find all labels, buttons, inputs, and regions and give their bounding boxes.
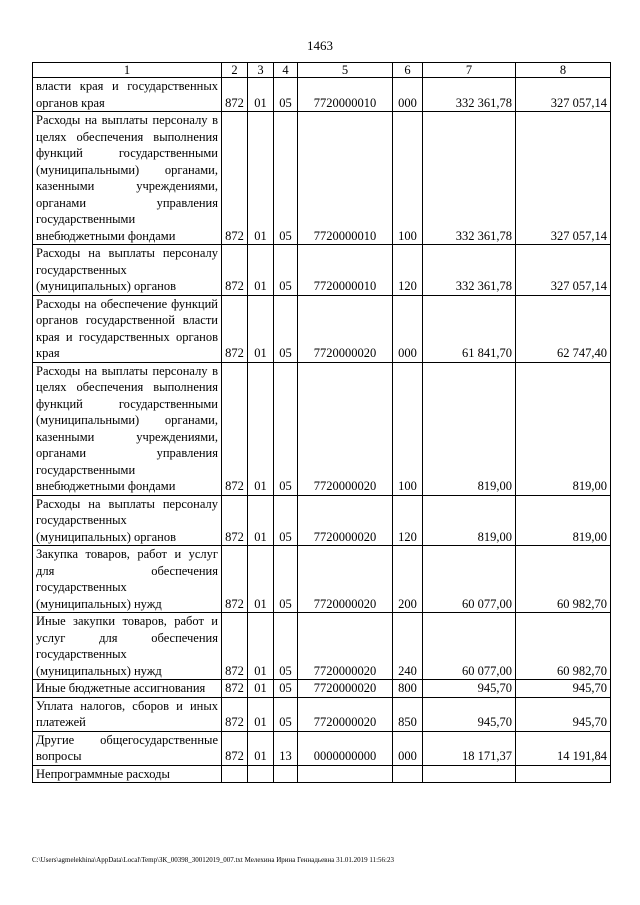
ministry-code: 872 <box>222 731 248 765</box>
row-description: Расходы на выплаты персоналу в целях обеспечения выполнения функций государственными (муниципальными) органами, казенными учреждениями, органами управления государственными внебюджетными фондами <box>33 112 222 245</box>
section-code: 01 <box>248 613 274 680</box>
expense-type-code: 000 <box>393 78 423 112</box>
row-description: Расходы на выплаты персоналу государственных (муниципальных) органов <box>33 245 222 296</box>
expense-type-code: 100 <box>393 362 423 495</box>
table-row <box>33 546 611 613</box>
target-article-code: 7720000020 <box>298 362 393 495</box>
row-description: Непрограммные расходы <box>33 765 222 783</box>
subsection-code: 05 <box>274 245 298 296</box>
subsection-code: 05 <box>274 112 298 245</box>
section-code: 01 <box>248 245 274 296</box>
row-description: Расходы на выплаты персоналу в целях обеспечения выполнения функций государственными (муниципальными) органами, казенными учреждениями, органами управления государственными внебюджетными фондами <box>33 362 222 495</box>
subsection-code: 05 <box>274 546 298 613</box>
amount-year-2: 327 057,14 <box>516 78 611 112</box>
amount-year-2: 945,70 <box>516 697 611 731</box>
section-code: 01 <box>248 112 274 245</box>
column-header: 2 <box>222 63 248 78</box>
amount-year-1: 332 361,78 <box>423 78 516 112</box>
ministry-code: 872 <box>222 245 248 296</box>
table-row <box>33 731 611 765</box>
subsection-code: 13 <box>274 731 298 765</box>
expense-type-code: 800 <box>393 680 423 698</box>
subsection-code: 05 <box>274 78 298 112</box>
expense-type-code: 120 <box>393 495 423 546</box>
expense-type-code: 240 <box>393 613 423 680</box>
table-row <box>33 362 611 495</box>
amount-year-1: 945,70 <box>423 697 516 731</box>
expense-type-code: 000 <box>393 295 423 362</box>
target-article-code: 0000000000 <box>298 731 393 765</box>
section-code <box>248 765 274 783</box>
target-article-code: 7720000010 <box>298 78 393 112</box>
expense-type-code: 000 <box>393 731 423 765</box>
row-description: Закупка товаров, работ и услуг для обеспечения государственных (муниципальных) нужд <box>33 546 222 613</box>
subsection-code: 05 <box>274 362 298 495</box>
amount-year-1: 332 361,78 <box>423 112 516 245</box>
expense-type-code: 200 <box>393 546 423 613</box>
column-header: 3 <box>248 63 274 78</box>
table-row <box>33 613 611 680</box>
table-row <box>33 245 611 296</box>
section-code: 01 <box>248 495 274 546</box>
table-row <box>33 765 611 783</box>
table-row <box>33 495 611 546</box>
amount-year-2: 60 982,70 <box>516 546 611 613</box>
expense-type-code <box>393 765 423 783</box>
target-article-code: 7720000010 <box>298 112 393 245</box>
amount-year-1: 60 077,00 <box>423 546 516 613</box>
table-row <box>33 78 611 112</box>
target-article-code: 7720000020 <box>298 613 393 680</box>
amount-year-2 <box>516 765 611 783</box>
ministry-code: 872 <box>222 295 248 362</box>
expense-type-code: 120 <box>393 245 423 296</box>
ministry-code: 872 <box>222 112 248 245</box>
row-description: Расходы на выплаты персоналу государственных (муниципальных) органов <box>33 495 222 546</box>
amount-year-1: 60 077,00 <box>423 613 516 680</box>
row-description: Уплата налогов, сборов и иных платежей <box>33 697 222 731</box>
target-article-code: 7720000020 <box>298 495 393 546</box>
row-description: власти края и государственных органов края <box>33 78 222 112</box>
section-code: 01 <box>248 362 274 495</box>
amount-year-2: 945,70 <box>516 680 611 698</box>
page-number: 1463 <box>307 38 333 53</box>
ministry-code: 872 <box>222 78 248 112</box>
table-row <box>33 697 611 731</box>
target-article-code <box>298 765 393 783</box>
table-row <box>33 680 611 698</box>
table-header-row <box>33 63 611 78</box>
section-code: 01 <box>248 697 274 731</box>
ministry-code <box>222 765 248 783</box>
target-article-code: 7720000020 <box>298 295 393 362</box>
subsection-code: 05 <box>274 613 298 680</box>
subsection-code <box>274 765 298 783</box>
row-description: Иные закупки товаров, работ и услуг для обеспечения государственных (муниципальных) нужд <box>33 613 222 680</box>
amount-year-2: 819,00 <box>516 362 611 495</box>
ministry-code: 872 <box>222 362 248 495</box>
table-row <box>33 112 611 245</box>
ministry-code: 872 <box>222 697 248 731</box>
column-header: 6 <box>393 63 423 78</box>
ministry-code: 872 <box>222 546 248 613</box>
ministry-code: 872 <box>222 495 248 546</box>
amount-year-1: 819,00 <box>423 362 516 495</box>
amount-year-1 <box>423 765 516 783</box>
amount-year-2: 819,00 <box>516 495 611 546</box>
target-article-code: 7720000010 <box>298 245 393 296</box>
target-article-code: 7720000020 <box>298 680 393 698</box>
column-header: 1 <box>33 63 222 78</box>
column-header: 8 <box>516 63 611 78</box>
amount-year-1: 819,00 <box>423 495 516 546</box>
section-code: 01 <box>248 546 274 613</box>
footer-file-path: C:\Users\agmelekhina\AppData\Local\Temp\ЗК_00398_30012019_007.txt Мелехина Ирина Геннадьевна 31.01.2019 11:56:23 <box>32 856 394 864</box>
section-code: 01 <box>248 78 274 112</box>
amount-year-2: 327 057,14 <box>516 245 611 296</box>
table-row <box>33 295 611 362</box>
amount-year-1: 61 841,70 <box>423 295 516 362</box>
amount-year-2: 327 057,14 <box>516 112 611 245</box>
ministry-code: 872 <box>222 680 248 698</box>
row-description: Другие общегосударственные вопросы <box>33 731 222 765</box>
amount-year-1: 332 361,78 <box>423 245 516 296</box>
budget-table <box>32 62 611 783</box>
target-article-code: 7720000020 <box>298 546 393 613</box>
section-code: 01 <box>248 680 274 698</box>
column-header: 4 <box>274 63 298 78</box>
amount-year-2: 14 191,84 <box>516 731 611 765</box>
subsection-code: 05 <box>274 295 298 362</box>
subsection-code: 05 <box>274 697 298 731</box>
expense-type-code: 100 <box>393 112 423 245</box>
amount-year-1: 945,70 <box>423 680 516 698</box>
section-code: 01 <box>248 731 274 765</box>
target-article-code: 7720000020 <box>298 697 393 731</box>
subsection-code: 05 <box>274 680 298 698</box>
amount-year-2: 62 747,40 <box>516 295 611 362</box>
column-header: 5 <box>298 63 393 78</box>
column-header: 7 <box>423 63 516 78</box>
ministry-code: 872 <box>222 613 248 680</box>
row-description: Расходы на обеспечение функций органов государственной власти края и государственных органов края <box>33 295 222 362</box>
amount-year-2: 60 982,70 <box>516 613 611 680</box>
expense-type-code: 850 <box>393 697 423 731</box>
section-code: 01 <box>248 295 274 362</box>
subsection-code: 05 <box>274 495 298 546</box>
amount-year-1: 18 171,37 <box>423 731 516 765</box>
row-description: Иные бюджетные ассигнования <box>33 680 222 698</box>
